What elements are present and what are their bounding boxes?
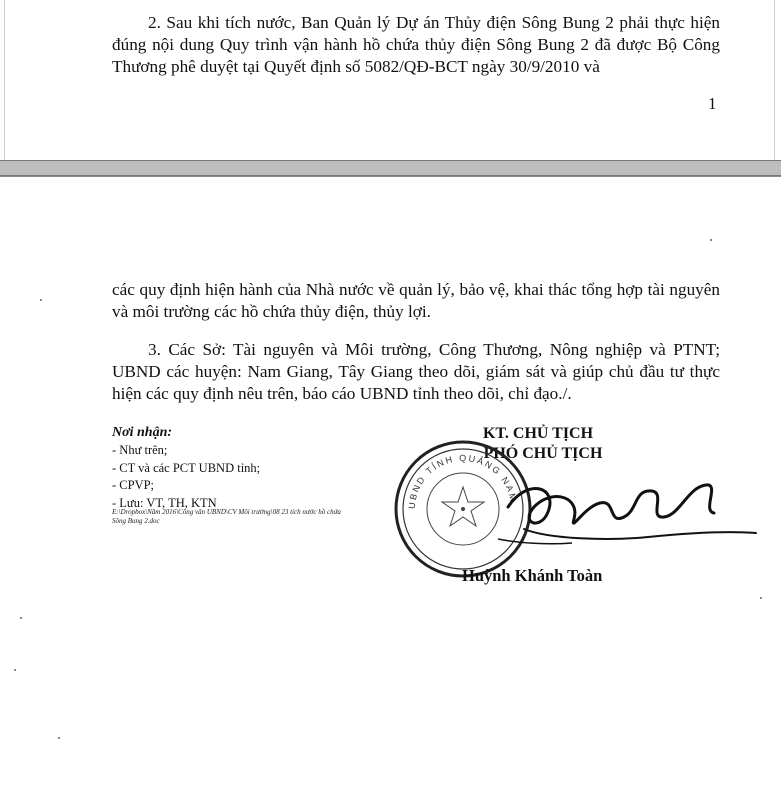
paragraph-3: 3. Các Sở: Tài nguyên và Môi trường, Công Thương, Nông nghiệp và PTNT; UBND các huyện: Nam Giang, Tây Giang theo dõi, giám sát và giúp chủ đầu tư thực hiện các quy định nêu trên, báo cáo UBND tỉnh theo dõi, chỉ đạo./. [112,340,720,403]
handwritten-signature [488,467,758,567]
scan-speck [710,239,712,241]
recipients-list [112,442,260,512]
signer-name: Huỳnh Khánh Toàn [462,566,603,585]
stamp-text: UBND TỈNH QUẢNG NAM [406,452,519,510]
paragraph-2: 2. Sau khi tích nước, Ban Quản lý Dự án Thủy điện Sông Bung 2 phải thực hiện đúng nội dung Quy trình vận hành hồ chứa thủy điện Sông Bung 2 đã được Bộ Công Thương phê duyệt tại Quyết định số 5082/QĐ-BCT ngày 30/9/2010 và [112,13,720,76]
scan-speck [40,299,42,301]
page-edge-left [4,0,5,160]
scan-speck [14,669,16,671]
document-page-2 [0,176,781,787]
signature-title-line1: KT. CHỦ TỊCH [482,425,594,442]
paragraph-continued: các quy định hiện hành của Nhà nước về quản lý, bảo vệ, khai thác tổng hợp tài nguyên và môi trường các hồ chứa thủy điện, thủy lợi. [112,280,720,321]
recipients-title: Nơi nhận: [112,425,173,440]
scan-speck [20,617,22,619]
scan-speck [760,597,762,599]
recipient-item: - Như trên; [112,443,168,457]
page-number: 1 [708,94,717,113]
scan-speck [58,737,60,739]
document-page-1 [0,0,781,161]
recipient-item: - CPVP; [112,478,155,492]
page-separator [0,160,781,176]
file-path: E:\Dropbox\Năm 2016\Công văn UBND\CV Môi trường\08 23 tích nước hồ chứa Sông Bung 2.doc [112,508,341,525]
recipient-item: - CT và các PCT UBND tỉnh; [112,460,261,475]
page-edge-right [774,0,775,160]
recipient-item: - Lưu: VT, TH, KTN [112,495,217,510]
signature-title-line2: PHÓ CHỦ TỊCH [483,445,603,462]
